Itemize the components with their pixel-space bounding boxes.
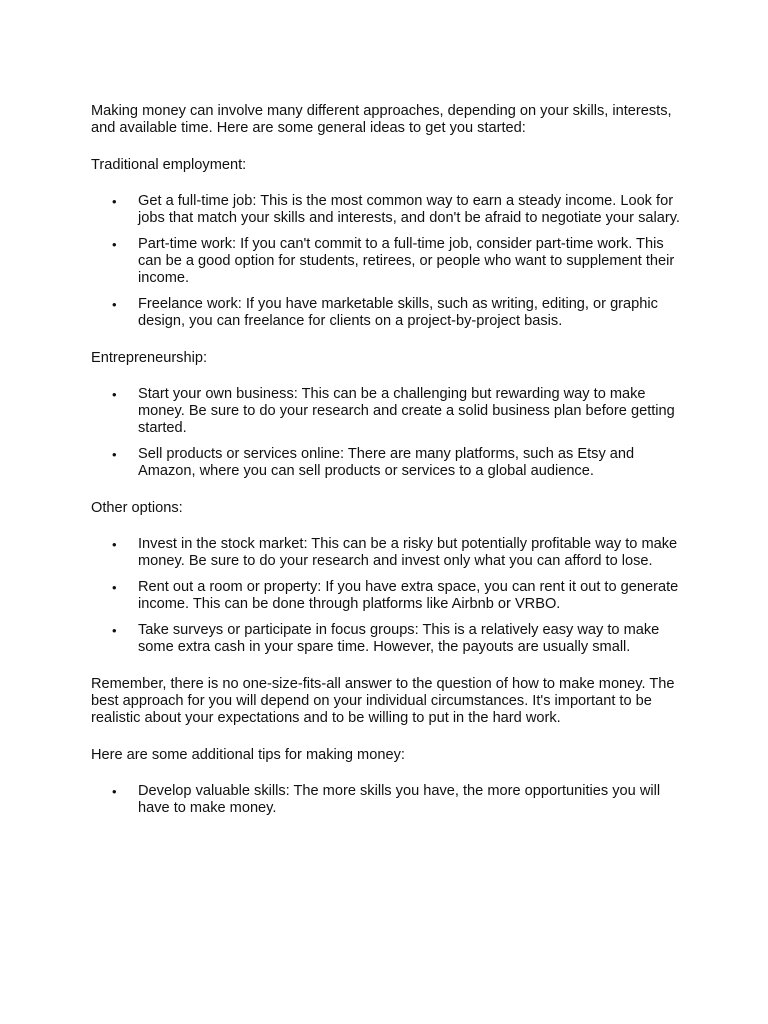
traditional-employment-list — [91, 193, 691, 330]
list-item — [91, 386, 691, 437]
section-heading-entrepreneurship: Entrepreneurship: — [91, 350, 208, 366]
intro-paragraph: Making money can involve many different approaches, depending on your skills, interests, and available time. Here are some general ideas to get you started: — [91, 103, 672, 136]
list-item-text: Part-time work: If you can't commit to a full-time job, consider part-time work. This can be a good option for students, retirees, or people who want to supplement their income. — [138, 236, 675, 286]
conclusion-paragraph: Remember, there is no one-size-fits-all answer to the question of how to make money. The best approach for you will depend on your individual circumstances. It's important to be realistic about your expectations and to be willing to put in the hard work. — [91, 676, 675, 726]
list-item-text: Sell products or services online: There are many platforms, such as Etsy and Amazon, where you can sell products or services to a global audience. — [138, 446, 635, 479]
bullet-icon: • — [112, 447, 117, 462]
list-item-text: Take surveys or participate in focus groups: This is a relatively easy way to make some extra cash in your spare time. However, the payouts are usually small. — [138, 622, 660, 655]
bullet-icon: • — [112, 784, 117, 799]
other-options-list — [91, 536, 691, 656]
section-heading-other-options: Other options: — [91, 500, 183, 516]
bullet-icon: • — [112, 237, 117, 252]
list-item — [91, 783, 691, 817]
list-item — [91, 296, 691, 330]
bullet-icon: • — [112, 580, 117, 595]
list-item — [91, 446, 691, 480]
list-item — [91, 193, 691, 227]
bullet-icon: • — [112, 194, 117, 209]
list-item — [91, 236, 691, 287]
bullet-icon: • — [112, 623, 117, 638]
list-item — [91, 536, 691, 570]
tips-heading: Here are some additional tips for making money: — [91, 747, 405, 763]
tips-list — [91, 783, 691, 817]
list-item — [91, 622, 691, 656]
list-item-text: Develop valuable skills: The more skills you have, the more opportunities you will have to make money. — [138, 783, 661, 816]
list-item — [91, 579, 691, 613]
list-item-text: Rent out a room or property: If you have extra space, you can rent it out to generate income. This can be done through platforms like Airbnb or VRBO. — [138, 579, 679, 612]
list-item-text: Start your own business: This can be a challenging but rewarding way to make money. Be sure to do your research and create a solid business plan before getting started. — [138, 386, 675, 436]
bullet-icon: • — [112, 387, 117, 402]
section-heading-traditional-employment: Traditional employment: — [91, 157, 247, 173]
list-item-text: Invest in the stock market: This can be a risky but potentially profitable way to make money. Be sure to do your research and invest only what you can afford to lose. — [138, 536, 678, 569]
list-item-text: Freelance work: If you have marketable skills, such as writing, editing, or graphic design, you can freelance for clients on a project-by-project basis. — [138, 296, 658, 329]
bullet-icon: • — [112, 297, 117, 312]
list-item-text: Get a full-time job: This is the most common way to earn a steady income. Look for jobs that match your skills and interests, and don't be afraid to negotiate your salary. — [138, 193, 680, 226]
bullet-icon: • — [112, 537, 117, 552]
document-page — [91, 103, 691, 837]
entrepreneurship-list — [91, 386, 691, 480]
